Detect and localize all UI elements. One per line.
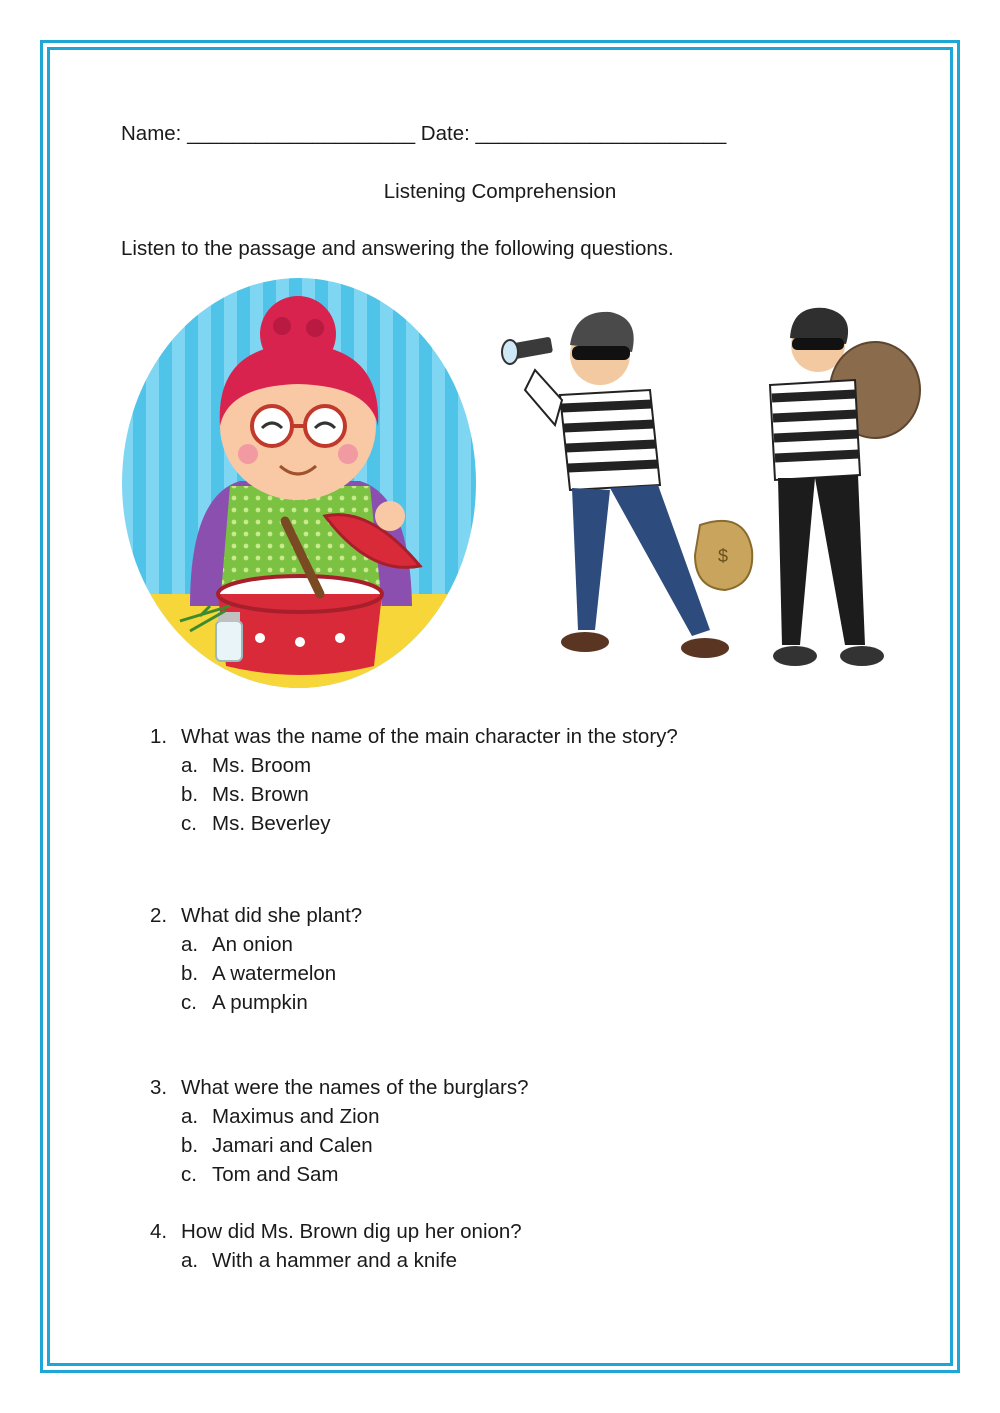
question-4 [150,1220,522,1244]
option-text: With a hammer and a knife [212,1249,457,1272]
option-text: An onion [212,933,293,956]
option-letter: a. [181,1105,199,1128]
option-text: Ms. Beverley [212,812,331,835]
question-text: How did Ms. Brown dig up her onion? [181,1220,522,1243]
option-2a[interactable] [181,933,293,957]
option-3a[interactable] [181,1105,379,1129]
question-3 [150,1076,529,1100]
option-text: Tom and Sam [212,1163,339,1186]
option-letter: b. [181,1134,199,1157]
option-1b[interactable] [181,783,309,807]
option-2b[interactable] [181,962,336,986]
instructions-text: Listen to the passage and answering the following questions. [121,237,674,260]
svg-text:$: $ [718,546,729,566]
burglar-left [502,312,752,658]
grandma-cooking-illustration [120,276,480,692]
option-letter: b. [181,962,199,985]
question-text: What were the names of the burglars? [181,1076,529,1099]
option-text: Jamari and Calen [212,1134,373,1157]
option-letter: c. [181,1163,197,1186]
question-number: 3. [150,1076,168,1099]
option-letter: c. [181,812,197,835]
option-1c[interactable] [181,812,330,836]
option-4a[interactable] [181,1249,457,1273]
option-letter: b. [181,783,199,806]
option-3c[interactable] [181,1163,338,1187]
option-2c[interactable] [181,991,308,1015]
question-number: 2. [150,904,168,927]
option-1a[interactable] [181,754,311,778]
two-burglars-illustration [500,300,925,690]
question-text: What was the name of the main character in the story? [181,725,678,748]
option-text: Ms. Brown [212,783,309,806]
option-letter: a. [181,933,199,956]
question-number: 1. [150,725,168,748]
question-number: 4. [150,1220,168,1243]
option-3b[interactable] [181,1134,373,1158]
name-date-line: Name: ____________________ Date: ______________________ [121,122,727,145]
option-text: Maximus and Zion [212,1105,380,1128]
option-letter: a. [181,1249,199,1272]
question-2 [150,904,362,928]
question-text: What did she plant? [181,904,363,927]
option-letter: c. [181,991,197,1014]
option-letter: a. [181,754,199,777]
burglar-right [770,308,920,666]
option-text: A pumpkin [212,991,308,1014]
option-text: A watermelon [212,962,337,985]
option-text: Ms. Broom [212,754,312,777]
worksheet-title: Listening Comprehension [383,180,617,203]
question-1 [150,725,678,749]
